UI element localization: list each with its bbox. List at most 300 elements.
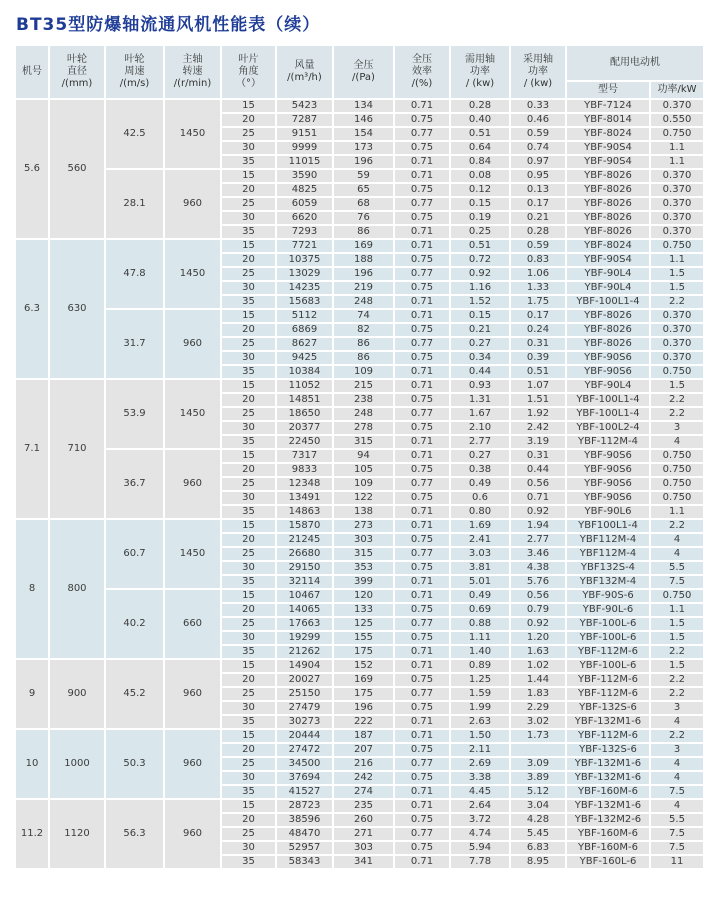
blade-angle-cell: 15 xyxy=(222,450,275,462)
efficiency-cell: 0.77 xyxy=(395,478,449,490)
required-power-cell: 7.78 xyxy=(451,856,509,868)
total-pressure-cell: 86 xyxy=(334,352,393,364)
motor-model-cell: YBF-8014 xyxy=(567,114,649,126)
total-pressure-cell: 86 xyxy=(334,338,393,350)
blade-angle-cell: 20 xyxy=(222,534,275,546)
efficiency-cell: 0.71 xyxy=(395,576,449,588)
total-pressure-cell: 273 xyxy=(334,520,393,532)
efficiency-cell: 0.71 xyxy=(395,310,449,322)
adopted-power-cell: 0.83 xyxy=(511,254,565,266)
efficiency-cell: 0.71 xyxy=(395,786,449,798)
blade-angle-cell: 20 xyxy=(222,814,275,826)
air-flow-cell: 41527 xyxy=(277,786,332,798)
motor-power-cell: 2.2 xyxy=(651,730,703,742)
required-power-cell: 0.49 xyxy=(451,590,509,602)
efficiency-cell: 0.71 xyxy=(395,450,449,462)
header-line: /(r/min) xyxy=(173,77,212,89)
motor-model-cell: YBF-90S6 xyxy=(567,352,649,364)
total-pressure-cell: 169 xyxy=(334,674,393,686)
adopted-power-cell: 0.92 xyxy=(511,506,565,518)
motor-model-cell: YBF-100L1-4 xyxy=(567,296,649,308)
total-pressure-cell: 76 xyxy=(334,212,393,224)
header-line: / (kw) xyxy=(523,77,553,89)
motor-model-cell: YBF-8026 xyxy=(567,338,649,350)
total-pressure-cell: 120 xyxy=(334,590,393,602)
efficiency-cell: 0.75 xyxy=(395,744,449,756)
air-flow-cell: 13029 xyxy=(277,268,332,280)
motor-power-cell: 1.5 xyxy=(651,268,703,280)
adopted-power-cell: 0.24 xyxy=(511,324,565,336)
adopted-power-cell: 0.74 xyxy=(511,142,565,154)
impeller-diameter-cell: 900 xyxy=(50,660,104,728)
header-line: 叶轮 xyxy=(124,54,145,66)
efficiency-cell: 0.71 xyxy=(395,380,449,392)
blade-angle-cell: 35 xyxy=(222,156,275,168)
efficiency-cell: 0.71 xyxy=(395,590,449,602)
motor-model-cell: YBF-100L-6 xyxy=(567,618,649,630)
motor-power-cell: 1.1 xyxy=(651,604,703,616)
efficiency-cell: 0.71 xyxy=(395,156,449,168)
air-flow-cell: 38596 xyxy=(277,814,332,826)
air-flow-cell: 7721 xyxy=(277,240,332,252)
blade-angle-cell: 35 xyxy=(222,226,275,238)
adopted-power-cell: 8.95 xyxy=(511,856,565,868)
total-pressure-cell: 152 xyxy=(334,660,393,672)
impeller-diameter-cell: 1000 xyxy=(50,730,104,798)
efficiency-cell: 0.77 xyxy=(395,408,449,420)
total-pressure-cell: 68 xyxy=(334,198,393,210)
blade-angle-cell: 30 xyxy=(222,282,275,294)
blade-angle-cell: 30 xyxy=(222,492,275,504)
header-required-shaft-power xyxy=(451,46,509,98)
motor-power-cell: 3 xyxy=(651,422,703,434)
air-flow-cell: 27479 xyxy=(277,702,332,714)
motor-power-cell: 4 xyxy=(651,758,703,770)
required-power-cell: 3.38 xyxy=(451,772,509,784)
motor-model-cell: YBF-132S-6 xyxy=(567,744,649,756)
motor-model-cell: YBF-8026 xyxy=(567,170,649,182)
machine-no-cell: 8 xyxy=(16,520,48,658)
required-power-cell: 0.40 xyxy=(451,114,509,126)
motor-power-cell: 2.2 xyxy=(651,520,703,532)
motor-power-cell: 7.5 xyxy=(651,828,703,840)
motor-model-cell: YBF-90S4 xyxy=(567,254,649,266)
efficiency-cell: 0.71 xyxy=(395,366,449,378)
blade-angle-cell: 15 xyxy=(222,660,275,672)
adopted-power-cell: 0.56 xyxy=(511,478,565,490)
adopted-power-cell: 0.51 xyxy=(511,366,565,378)
required-power-cell: 1.11 xyxy=(451,632,509,644)
blade-angle-cell: 25 xyxy=(222,688,275,700)
air-flow-cell: 37694 xyxy=(277,772,332,784)
efficiency-cell: 0.71 xyxy=(395,506,449,518)
motor-model-cell: YBF-100L1-4 xyxy=(567,408,649,420)
blade-angle-cell: 30 xyxy=(222,562,275,574)
peripheral-speed-cell: 28.1 xyxy=(106,170,163,238)
header-line: 叶片 xyxy=(238,54,259,66)
adopted-power-cell: 1.33 xyxy=(511,282,565,294)
motor-power-cell: 2.2 xyxy=(651,408,703,420)
header-line: / (kw) xyxy=(465,77,495,89)
total-pressure-cell: 215 xyxy=(334,380,393,392)
efficiency-cell: 0.77 xyxy=(395,548,449,560)
header-line: 周速 xyxy=(124,66,145,78)
required-power-cell: 0.51 xyxy=(451,128,509,140)
header-line: 采用轴 xyxy=(523,54,553,66)
required-power-cell: 5.94 xyxy=(451,842,509,854)
header-line: 全压 xyxy=(412,54,432,66)
motor-model-cell: YBF-132M1-6 xyxy=(567,772,649,784)
air-flow-cell: 25150 xyxy=(277,688,332,700)
motor-power-cell: 1.1 xyxy=(651,142,703,154)
air-flow-cell: 28723 xyxy=(277,800,332,812)
air-flow-cell: 8627 xyxy=(277,338,332,350)
header-line: /(m/s) xyxy=(119,77,150,89)
motor-power-cell: 3 xyxy=(651,702,703,714)
motor-power-cell: 1.5 xyxy=(651,618,703,630)
motor-power-cell: 1.5 xyxy=(651,282,703,294)
motor-model-cell: YBF132S-4 xyxy=(567,562,649,574)
motor-power-cell: 0.370 xyxy=(651,184,703,196)
efficiency-cell: 0.75 xyxy=(395,394,449,406)
blade-angle-cell: 35 xyxy=(222,576,275,588)
efficiency-cell: 0.71 xyxy=(395,716,449,728)
motor-model-cell: YBF-8026 xyxy=(567,198,649,210)
machine-no-cell: 6.3 xyxy=(16,240,48,378)
efficiency-cell: 0.71 xyxy=(395,226,449,238)
header-row-main xyxy=(16,46,703,80)
motor-model-cell: YBF-100L1-4 xyxy=(567,394,649,406)
required-power-cell: 0.15 xyxy=(451,198,509,210)
blade-angle-cell: 20 xyxy=(222,674,275,686)
air-flow-cell: 5423 xyxy=(277,100,332,112)
adopted-power-cell: 0.13 xyxy=(511,184,565,196)
blade-angle-cell: 20 xyxy=(222,114,275,126)
efficiency-cell: 0.71 xyxy=(395,856,449,868)
motor-power-cell: 2.2 xyxy=(651,688,703,700)
motor-power-cell: 1.5 xyxy=(651,660,703,672)
air-flow-cell: 10375 xyxy=(277,254,332,266)
impeller-diameter-cell: 630 xyxy=(50,240,104,378)
motor-model-cell: YBF-132M1-6 xyxy=(567,800,649,812)
total-pressure-cell: 175 xyxy=(334,688,393,700)
motor-power-cell: 1.5 xyxy=(651,632,703,644)
adopted-power-cell: 0.79 xyxy=(511,604,565,616)
motor-model-cell: YBF-90S6 xyxy=(567,450,649,462)
motor-model-cell: YBF-90L4 xyxy=(567,380,649,392)
motor-power-cell: 0.370 xyxy=(651,198,703,210)
air-flow-cell: 20444 xyxy=(277,730,332,742)
required-power-cell: 2.63 xyxy=(451,716,509,728)
required-power-cell: 1.25 xyxy=(451,674,509,686)
adopted-power-cell: 2.77 xyxy=(511,534,565,546)
peripheral-speed-cell: 31.7 xyxy=(106,310,163,378)
motor-model-cell: YBF-160M-6 xyxy=(567,842,649,854)
required-power-cell: 2.10 xyxy=(451,422,509,434)
air-flow-cell: 6059 xyxy=(277,198,332,210)
total-pressure-cell: 196 xyxy=(334,156,393,168)
motor-model-cell: YBF-100L2-4 xyxy=(567,422,649,434)
peripheral-speed-cell: 47.8 xyxy=(106,240,163,308)
air-flow-cell: 19299 xyxy=(277,632,332,644)
efficiency-cell: 0.75 xyxy=(395,814,449,826)
table-row xyxy=(16,450,703,462)
adopted-power-cell: 1.02 xyxy=(511,660,565,672)
blade-angle-cell: 15 xyxy=(222,800,275,812)
impeller-diameter-cell: 560 xyxy=(50,100,104,238)
blade-angle-cell: 25 xyxy=(222,548,275,560)
required-power-cell: 0.27 xyxy=(451,450,509,462)
total-pressure-cell: 274 xyxy=(334,786,393,798)
adopted-power-cell: 0.31 xyxy=(511,338,565,350)
peripheral-speed-cell: 40.2 xyxy=(106,590,163,658)
total-pressure-cell: 133 xyxy=(334,604,393,616)
blade-angle-cell: 30 xyxy=(222,632,275,644)
adopted-power-cell: 0.71 xyxy=(511,492,565,504)
efficiency-cell: 0.71 xyxy=(395,240,449,252)
adopted-power-cell: 0.28 xyxy=(511,226,565,238)
efficiency-cell: 0.77 xyxy=(395,688,449,700)
required-power-cell: 2.64 xyxy=(451,800,509,812)
shaft-rpm-cell: 1450 xyxy=(165,240,220,308)
air-flow-cell: 7293 xyxy=(277,226,332,238)
motor-power-cell: 4 xyxy=(651,436,703,448)
motor-power-cell: 0.370 xyxy=(651,100,703,112)
blade-angle-cell: 25 xyxy=(222,828,275,840)
required-power-cell: 1.67 xyxy=(451,408,509,420)
total-pressure-cell: 154 xyxy=(334,128,393,140)
blade-angle-cell: 25 xyxy=(222,338,275,350)
air-flow-cell: 18650 xyxy=(277,408,332,420)
fan-performance-table xyxy=(14,44,705,870)
air-flow-cell: 11015 xyxy=(277,156,332,168)
required-power-cell: 3.72 xyxy=(451,814,509,826)
total-pressure-cell: 260 xyxy=(334,814,393,826)
air-flow-cell: 7317 xyxy=(277,450,332,462)
blade-angle-cell: 15 xyxy=(222,520,275,532)
blade-angle-cell: 30 xyxy=(222,772,275,784)
motor-power-cell: 0.750 xyxy=(651,450,703,462)
required-power-cell: 1.59 xyxy=(451,688,509,700)
air-flow-cell: 9151 xyxy=(277,128,332,140)
efficiency-cell: 0.75 xyxy=(395,324,449,336)
adopted-power-cell: 3.02 xyxy=(511,716,565,728)
motor-model-cell: YBF-160M-6 xyxy=(567,786,649,798)
motor-model-cell: YBF-90L-6 xyxy=(567,604,649,616)
adopted-power-cell: 1.94 xyxy=(511,520,565,532)
efficiency-cell: 0.75 xyxy=(395,674,449,686)
motor-model-cell: YBF-7124 xyxy=(567,100,649,112)
efficiency-cell: 0.75 xyxy=(395,352,449,364)
adopted-power-cell: 0.31 xyxy=(511,450,565,462)
peripheral-speed-cell: 56.3 xyxy=(106,800,163,868)
efficiency-cell: 0.71 xyxy=(395,646,449,658)
header-efficiency xyxy=(395,46,449,98)
blade-angle-cell: 30 xyxy=(222,422,275,434)
shaft-rpm-cell: 960 xyxy=(165,800,220,868)
air-flow-cell: 15870 xyxy=(277,520,332,532)
motor-model-cell: YBF-112M-6 xyxy=(567,674,649,686)
total-pressure-cell: 353 xyxy=(334,562,393,574)
required-power-cell: 4.74 xyxy=(451,828,509,840)
blade-angle-cell: 25 xyxy=(222,618,275,630)
motor-model-cell: YBF-90L6 xyxy=(567,506,649,518)
motor-power-cell: 2.2 xyxy=(651,646,703,658)
blade-angle-cell: 25 xyxy=(222,128,275,140)
blade-angle-cell: 20 xyxy=(222,464,275,476)
motor-power-cell: 0.370 xyxy=(651,310,703,322)
motor-model-cell: YBF-8024 xyxy=(567,128,649,140)
header-impeller-diameter xyxy=(50,46,104,98)
adopted-power-cell: 1.07 xyxy=(511,380,565,392)
motor-power-cell: 0.750 xyxy=(651,128,703,140)
shaft-rpm-cell: 1450 xyxy=(165,520,220,588)
air-flow-cell: 34500 xyxy=(277,758,332,770)
motor-model-cell: YBF-112M-6 xyxy=(567,688,649,700)
air-flow-cell: 32114 xyxy=(277,576,332,588)
peripheral-speed-cell: 45.2 xyxy=(106,660,163,728)
motor-model-cell: YBF-90L4 xyxy=(567,282,649,294)
motor-model-cell: YBF-90S6 xyxy=(567,464,649,476)
header-line: /(m³/h) xyxy=(287,72,322,83)
adopted-power-cell: 1.06 xyxy=(511,268,565,280)
motor-power-cell: 1.1 xyxy=(651,254,703,266)
total-pressure-cell: 109 xyxy=(334,366,393,378)
air-flow-cell: 29150 xyxy=(277,562,332,574)
total-pressure-cell: 278 xyxy=(334,422,393,434)
motor-power-cell: 0.370 xyxy=(651,226,703,238)
required-power-cell: 3.81 xyxy=(451,562,509,574)
header-machine-no xyxy=(16,46,48,98)
motor-model-cell: YBF-132M2-6 xyxy=(567,814,649,826)
motor-model-cell: YBF-90S4 xyxy=(567,156,649,168)
blade-angle-cell: 35 xyxy=(222,296,275,308)
total-pressure-cell: 222 xyxy=(334,716,393,728)
efficiency-cell: 0.77 xyxy=(395,828,449,840)
air-flow-cell: 11052 xyxy=(277,380,332,392)
motor-model-cell: YBF-100L-6 xyxy=(567,632,649,644)
total-pressure-cell: 82 xyxy=(334,324,393,336)
motor-power-cell: 2.2 xyxy=(651,296,703,308)
air-flow-cell: 26680 xyxy=(277,548,332,560)
header-line: 需用轴 xyxy=(465,54,495,66)
required-power-cell: 0.6 xyxy=(451,492,509,504)
blade-angle-cell: 15 xyxy=(222,170,275,182)
shaft-rpm-cell: 960 xyxy=(165,660,220,728)
header-peripheral-speed xyxy=(106,46,163,98)
motor-power-cell: 4 xyxy=(651,534,703,546)
header-motor-power: 功率/kW xyxy=(651,82,703,98)
efficiency-cell: 0.75 xyxy=(395,842,449,854)
motor-power-cell: 5.5 xyxy=(651,814,703,826)
adopted-power-cell: 2.29 xyxy=(511,702,565,714)
header-line: /(%) xyxy=(411,77,433,89)
air-flow-cell: 6620 xyxy=(277,212,332,224)
air-flow-cell: 21262 xyxy=(277,646,332,658)
motor-model-cell: YBF-132S-6 xyxy=(567,702,649,714)
efficiency-cell: 0.71 xyxy=(395,296,449,308)
total-pressure-cell: 187 xyxy=(334,730,393,742)
total-pressure-cell: 341 xyxy=(334,856,393,868)
adopted-power-cell: 3.19 xyxy=(511,436,565,448)
motor-model-cell: YBF-112M-6 xyxy=(567,646,649,658)
motor-model-cell: YBF-8026 xyxy=(567,324,649,336)
motor-power-cell: 1.1 xyxy=(651,156,703,168)
motor-power-cell: 0.370 xyxy=(651,352,703,364)
total-pressure-cell: 303 xyxy=(334,534,393,546)
total-pressure-cell: 155 xyxy=(334,632,393,644)
adopted-power-cell: 1.63 xyxy=(511,646,565,658)
motor-power-cell: 4 xyxy=(651,548,703,560)
adopted-power-cell: 0.17 xyxy=(511,198,565,210)
adopted-power-cell: 0.95 xyxy=(511,170,565,182)
motor-model-cell: YBF112M-4 xyxy=(567,534,649,546)
required-power-cell: 0.69 xyxy=(451,604,509,616)
required-power-cell: 0.28 xyxy=(451,100,509,112)
air-flow-cell: 14863 xyxy=(277,506,332,518)
efficiency-cell: 0.77 xyxy=(395,758,449,770)
shaft-rpm-cell: 960 xyxy=(165,310,220,378)
blade-angle-cell: 15 xyxy=(222,590,275,602)
efficiency-cell: 0.75 xyxy=(395,282,449,294)
motor-power-cell: 0.750 xyxy=(651,478,703,490)
adopted-power-cell: 1.44 xyxy=(511,674,565,686)
blade-angle-cell: 30 xyxy=(222,842,275,854)
total-pressure-cell: 175 xyxy=(334,646,393,658)
motor-model-cell: YBF-90S-6 xyxy=(567,590,649,602)
blade-angle-cell: 25 xyxy=(222,198,275,210)
efficiency-cell: 0.75 xyxy=(395,422,449,434)
blade-angle-cell: 15 xyxy=(222,730,275,742)
air-flow-cell: 9833 xyxy=(277,464,332,476)
motor-model-cell: YBF-112M-4 xyxy=(567,436,649,448)
required-power-cell: 0.88 xyxy=(451,618,509,630)
efficiency-cell: 0.75 xyxy=(395,114,449,126)
header-line: 主轴 xyxy=(182,54,203,66)
required-power-cell: 1.52 xyxy=(451,296,509,308)
table-row xyxy=(16,660,703,672)
motor-power-cell: 0.750 xyxy=(651,464,703,476)
air-flow-cell: 4825 xyxy=(277,184,332,196)
adopted-power-cell: 5.45 xyxy=(511,828,565,840)
motor-power-cell: 7.5 xyxy=(651,842,703,854)
total-pressure-cell: 105 xyxy=(334,464,393,476)
motor-power-cell: 2.2 xyxy=(651,674,703,686)
machine-no-cell: 10 xyxy=(16,730,48,798)
motor-power-cell: 0.370 xyxy=(651,212,703,224)
impeller-diameter-cell: 800 xyxy=(50,520,104,658)
header-line: 直径 xyxy=(67,66,87,78)
adopted-power-cell: 3.46 xyxy=(511,548,565,560)
total-pressure-cell: 216 xyxy=(334,758,393,770)
total-pressure-cell: 94 xyxy=(334,450,393,462)
total-pressure-cell: 196 xyxy=(334,702,393,714)
motor-power-cell: 2.2 xyxy=(651,394,703,406)
efficiency-cell: 0.71 xyxy=(395,170,449,182)
motor-power-cell: 4 xyxy=(651,800,703,812)
motor-model-cell: YBF-112M-6 xyxy=(567,730,649,742)
required-power-cell: 0.49 xyxy=(451,478,509,490)
adopted-power-cell: 4.28 xyxy=(511,814,565,826)
required-power-cell: 2.69 xyxy=(451,758,509,770)
efficiency-cell: 0.71 xyxy=(395,100,449,112)
adopted-power-cell: 0.21 xyxy=(511,212,565,224)
air-flow-cell: 10467 xyxy=(277,590,332,602)
efficiency-cell: 0.77 xyxy=(395,618,449,630)
shaft-rpm-cell: 1450 xyxy=(165,100,220,168)
table-row xyxy=(16,170,703,182)
page-title: BT35型防爆轴流通风机性能表（续） xyxy=(16,15,321,35)
